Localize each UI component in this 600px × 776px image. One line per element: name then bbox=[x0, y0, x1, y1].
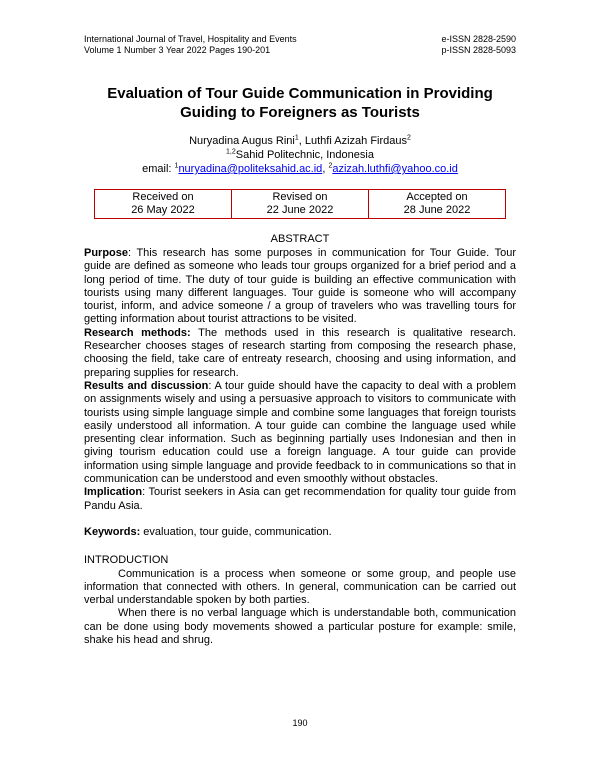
author-separator: , bbox=[298, 135, 305, 147]
accepted-cell bbox=[369, 190, 506, 219]
email-label: email: bbox=[142, 163, 175, 175]
accepted-date: 28 June 2022 bbox=[403, 204, 471, 216]
running-header-left bbox=[84, 34, 297, 56]
author-block bbox=[84, 134, 516, 176]
emails bbox=[84, 162, 516, 176]
author-2: Luthfi Azizah Firdaus bbox=[304, 135, 408, 147]
received-label: Received on bbox=[132, 191, 194, 203]
purpose-paragraph bbox=[84, 247, 516, 327]
page-number: 190 bbox=[292, 718, 308, 728]
submission-dates-table bbox=[94, 189, 506, 219]
keywords-text: evaluation, tour guide, communication. bbox=[140, 525, 332, 538]
received-date: 26 May 2022 bbox=[131, 204, 195, 216]
implication-label: Implication bbox=[84, 486, 143, 499]
revised-cell bbox=[232, 190, 369, 219]
received-cell bbox=[95, 190, 232, 219]
abstract-body bbox=[84, 247, 516, 647]
introduction-paragraph-1: Communication is a process when someone or some group, and people use information that connected with others. In general, communication can be carried out verbal understandable spoken by both parties. bbox=[84, 567, 516, 607]
email-1-sup: 1 bbox=[174, 162, 179, 170]
results-paragraph bbox=[84, 380, 516, 486]
implication-paragraph bbox=[84, 486, 516, 513]
introduction-paragraph-2: When there is no verbal language which is understandable both, communication can be done using body movements showed a particular posture for example: smile, shake his head and shrug. bbox=[84, 607, 516, 647]
purpose-label: Purpose bbox=[84, 247, 129, 259]
author-names bbox=[84, 134, 516, 148]
author-2-sup: 2 bbox=[407, 134, 411, 142]
keywords-line bbox=[84, 526, 516, 539]
email-2-sup: 2 bbox=[328, 162, 333, 170]
purpose-text: : This research has some purposes in communication for Tour Guide. Tour guide are defined as someone who leads tour groups organized for a brief period and a long period of time. The duty of tour guide is building an effective communication with tourists using many different languages. Tour guide is someone who will accompany tourist, inform, and advice someone / a group of travelers who was travelling tours for getting information about tourist attractions to be visited. bbox=[84, 247, 516, 326]
affiliation-text: Sahid Politechnic, Indonesia bbox=[235, 149, 374, 161]
methods-paragraph bbox=[84, 327, 516, 380]
paper-title: Evaluation of Tour Guide Communication in Providing Guiding to Foreigners as Tourists bbox=[107, 85, 493, 121]
affiliation bbox=[84, 148, 516, 162]
affiliation-sup: 1,2 bbox=[226, 148, 236, 156]
email-2-link[interactable]: azizah.luthfi@yahoo.co.id bbox=[332, 163, 458, 175]
introduction-heading: INTRODUCTION bbox=[84, 554, 169, 567]
pissn: p-ISSN 2828-5093 bbox=[441, 45, 516, 55]
revised-label: Revised on bbox=[272, 191, 328, 203]
eissn: e-ISSN 2828-2590 bbox=[441, 34, 516, 44]
email-separator: , bbox=[322, 163, 329, 175]
abstract-heading: ABSTRACT bbox=[270, 233, 330, 245]
author-1-sup: 1 bbox=[294, 134, 299, 142]
implication-text: : Tourist seekers in Asia can get recommendation for quality tour guide from Pandu Asia. bbox=[84, 486, 516, 512]
results-label: Results and discussion bbox=[84, 379, 209, 392]
volume-info: Volume 1 Number 3 Year 2022 Pages 190-201 bbox=[84, 45, 271, 55]
keywords-label: Keywords: bbox=[84, 525, 141, 538]
journal-name: International Journal of Travel, Hospitality and Events bbox=[84, 34, 297, 44]
accepted-label: Accepted on bbox=[406, 191, 468, 203]
email-1-link[interactable]: nuryadina@politeksahid.ac.id bbox=[178, 163, 323, 175]
author-1: Nuryadina Augus Rini bbox=[189, 135, 295, 147]
revised-date: 22 June 2022 bbox=[266, 204, 334, 216]
results-text: : A tour guide should have the capacity to deal with a problem on assignments wisely and using a persuasive approach to visitors to communicate with tourists using simple language simple and combine some languages that foreign tourists easily understood all information. A tour guide can combine the language used while presenting clear information. Such as beginning partially uses Indonesian and then in giving tourism education could use a foreign language. A tour guide can provide information using simple language and provide feedback to in communications so that in communication can be understood and even smoothly without obstacles. bbox=[84, 379, 516, 486]
methods-text: The methods used in this research is qualitative research. Researcher chooses stages of research starting from composing the research phase, choosing the field, take care of entreaty research, choosing and using information, and preparing supplies for research. bbox=[84, 326, 516, 379]
running-header-right bbox=[441, 34, 516, 56]
methods-label: Research methods: bbox=[84, 326, 191, 339]
